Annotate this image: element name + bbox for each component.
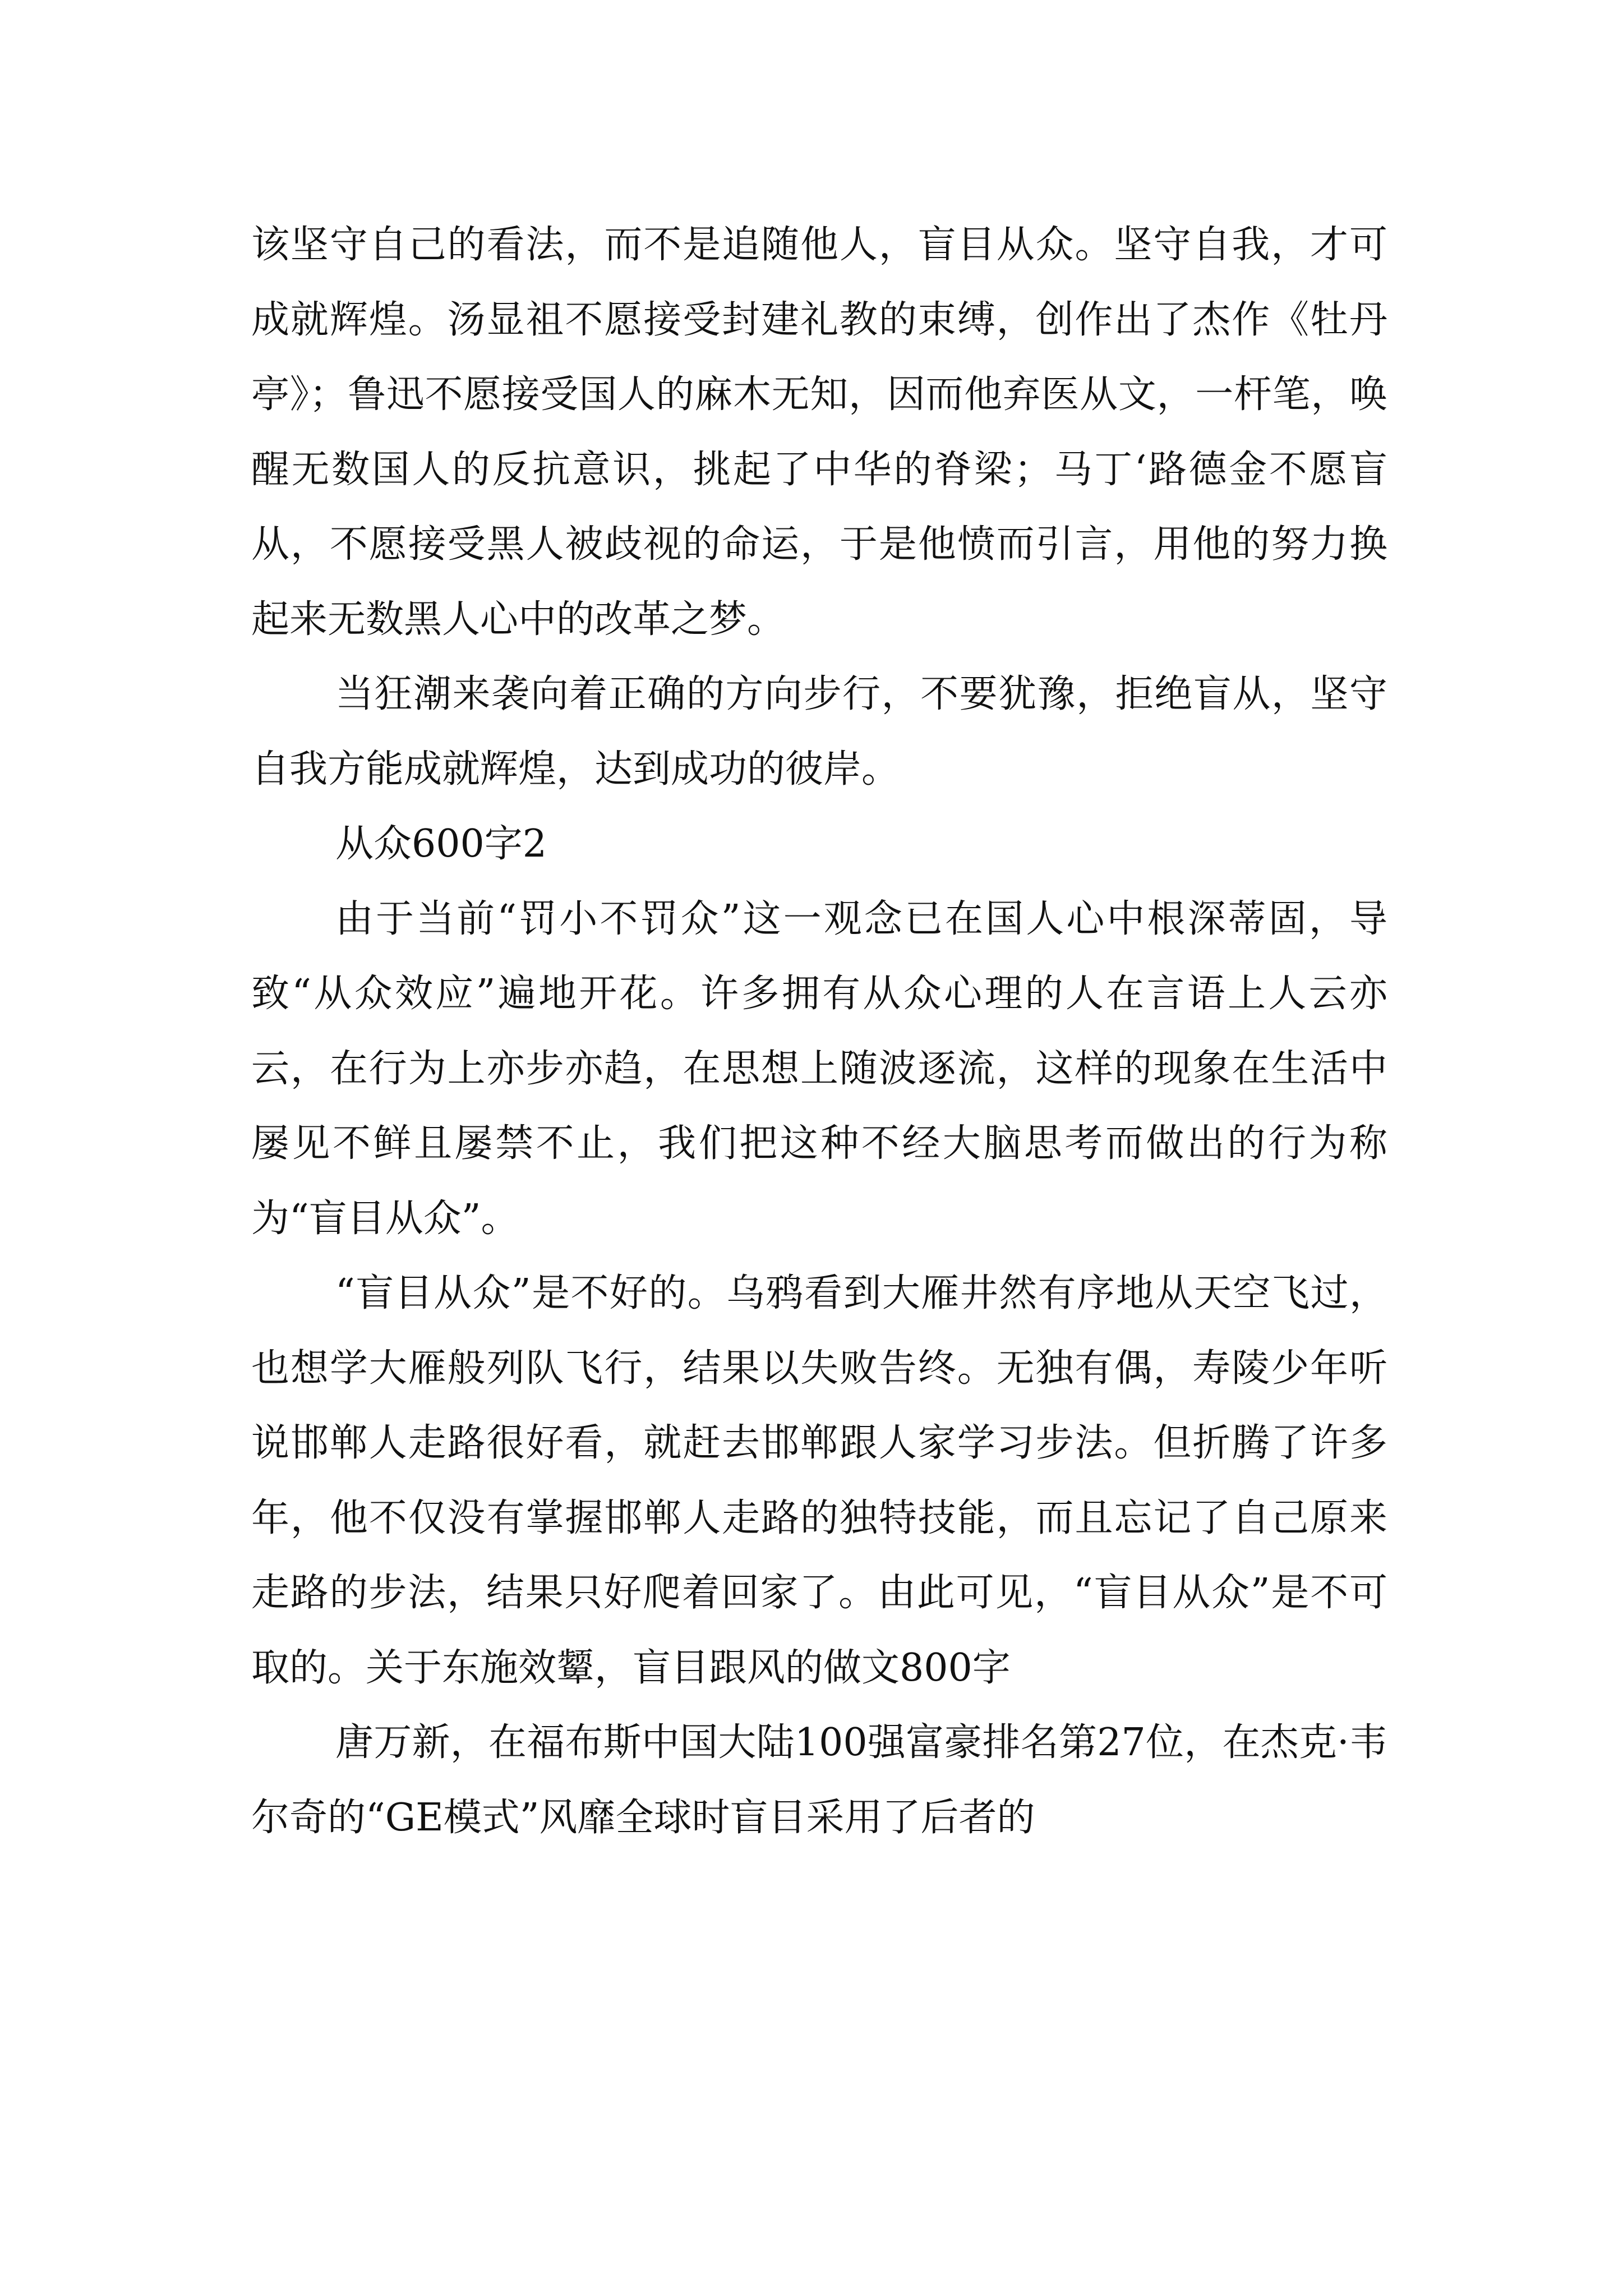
paragraph-5: 唐万新，在福布斯中国大陆100强富豪排名第27位，在杰克·韦尔奇的“GE模式”风靡全球时盲目采用了后者的 [251, 1720, 1387, 1840]
paragraph-4: “盲目从众”是不好的。乌鸦看到大雁井然有序地从天空飞过，也想学大雁般列队飞行，结果以失败告终。无独有偶，寿陵少年听说邯郸人走路很好看，就赶去邯郸跟人家学习步法。但折腾了许多年，他不仅没有掌握邯郸人走路的独特技能，而且忘记了自己原来走路的步法，结果只好爬着回家了。由此可见，“盲目从众”是不可取的。关于东施效颦，盲目跟风的做文800字 [251, 1271, 1387, 1690]
section-heading: 从众600字2 [335, 822, 547, 866]
paragraph-1: 该坚守自己的看法，而不是追随他人，盲目从众。坚守自我，才可成就辉煌。汤显祖不愿接受封建礼教的束缚，创作出了杰作《牡丹亭》；鲁迅不愿接受国人的麻木无知，因而他弃医从文，一杆笔，唤醒无数国人的反抗意识，挑起了中华的脊梁；马丁‘路德金不愿盲从，不愿接受黑人被歧视的命运，于是他愤而引言，用他的努力换起来无数黑人心中的改革之梦。 [251, 223, 1387, 642]
document-body [251, 208, 1387, 1855]
paragraph-3: 由于当前“罚小不罚众”这一观念已在国人心中根深蒂固，导致“从众效应”遍地开花。许多拥有从众心理的人在言语上人云亦云，在行为上亦步亦趋，在思想上随波逐流，这样的现象在生活中屡见不鲜且屡禁不止，我们把这种不经大脑思考而做出的行为称为“盲目从众”。 [251, 896, 1387, 1241]
paragraph-2: 当狂潮来袭向着正确的方向步行，不要犹豫，拒绝盲从，坚守自我方能成就辉煌，达到成功的彼岸。 [251, 672, 1387, 792]
